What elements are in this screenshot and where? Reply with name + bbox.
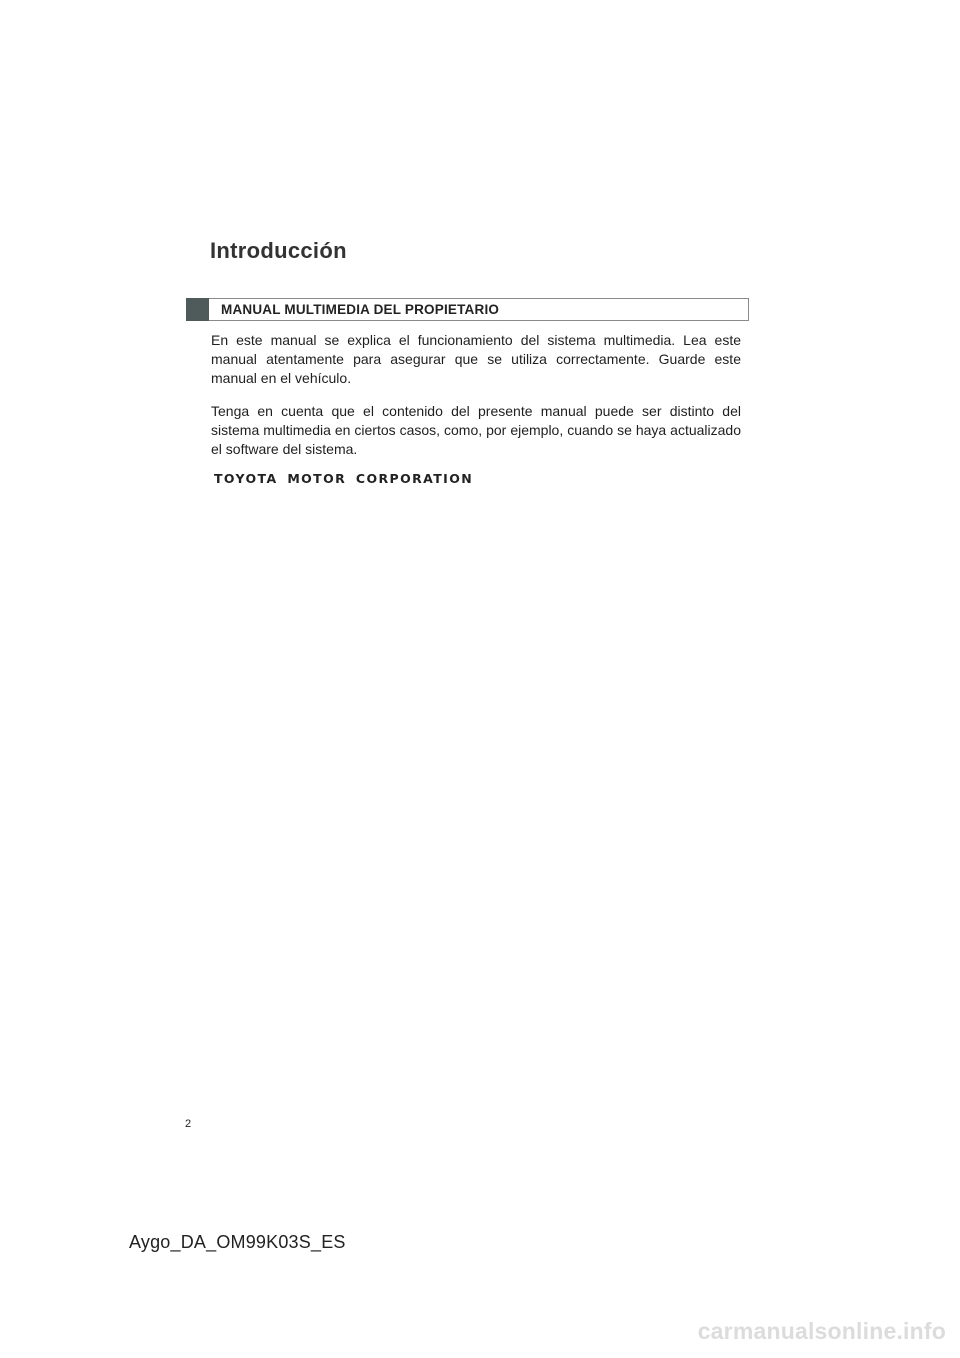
company-name: TOYOTA MOTOR CORPORATION	[214, 471, 474, 486]
intro-paragraph: En este manual se explica el funcionamiento del sistema multimedia. Lea este manual atentamente para asegurar que se utiliza correctamente. Guarde este manual en el vehículo.	[211, 332, 741, 386]
section-header	[186, 298, 749, 321]
section-marker	[186, 298, 209, 321]
notice-paragraph: Tenga en cuenta que el contenido del presente manual puede ser distinto del sistema multimedia en ciertos casos, como, por ejemplo, cuando se haya actualizado el software del sistema.	[211, 403, 741, 457]
page-number: 2	[185, 1118, 192, 1130]
document-code: Aygo_DA_OM99K03S_ES	[129, 1232, 346, 1252]
watermark: carmanualsonline.info	[697, 1318, 946, 1344]
page-title: Introducción	[210, 238, 347, 263]
section-title: MANUAL MULTIMEDIA DEL PROPIETARIO	[221, 302, 500, 317]
